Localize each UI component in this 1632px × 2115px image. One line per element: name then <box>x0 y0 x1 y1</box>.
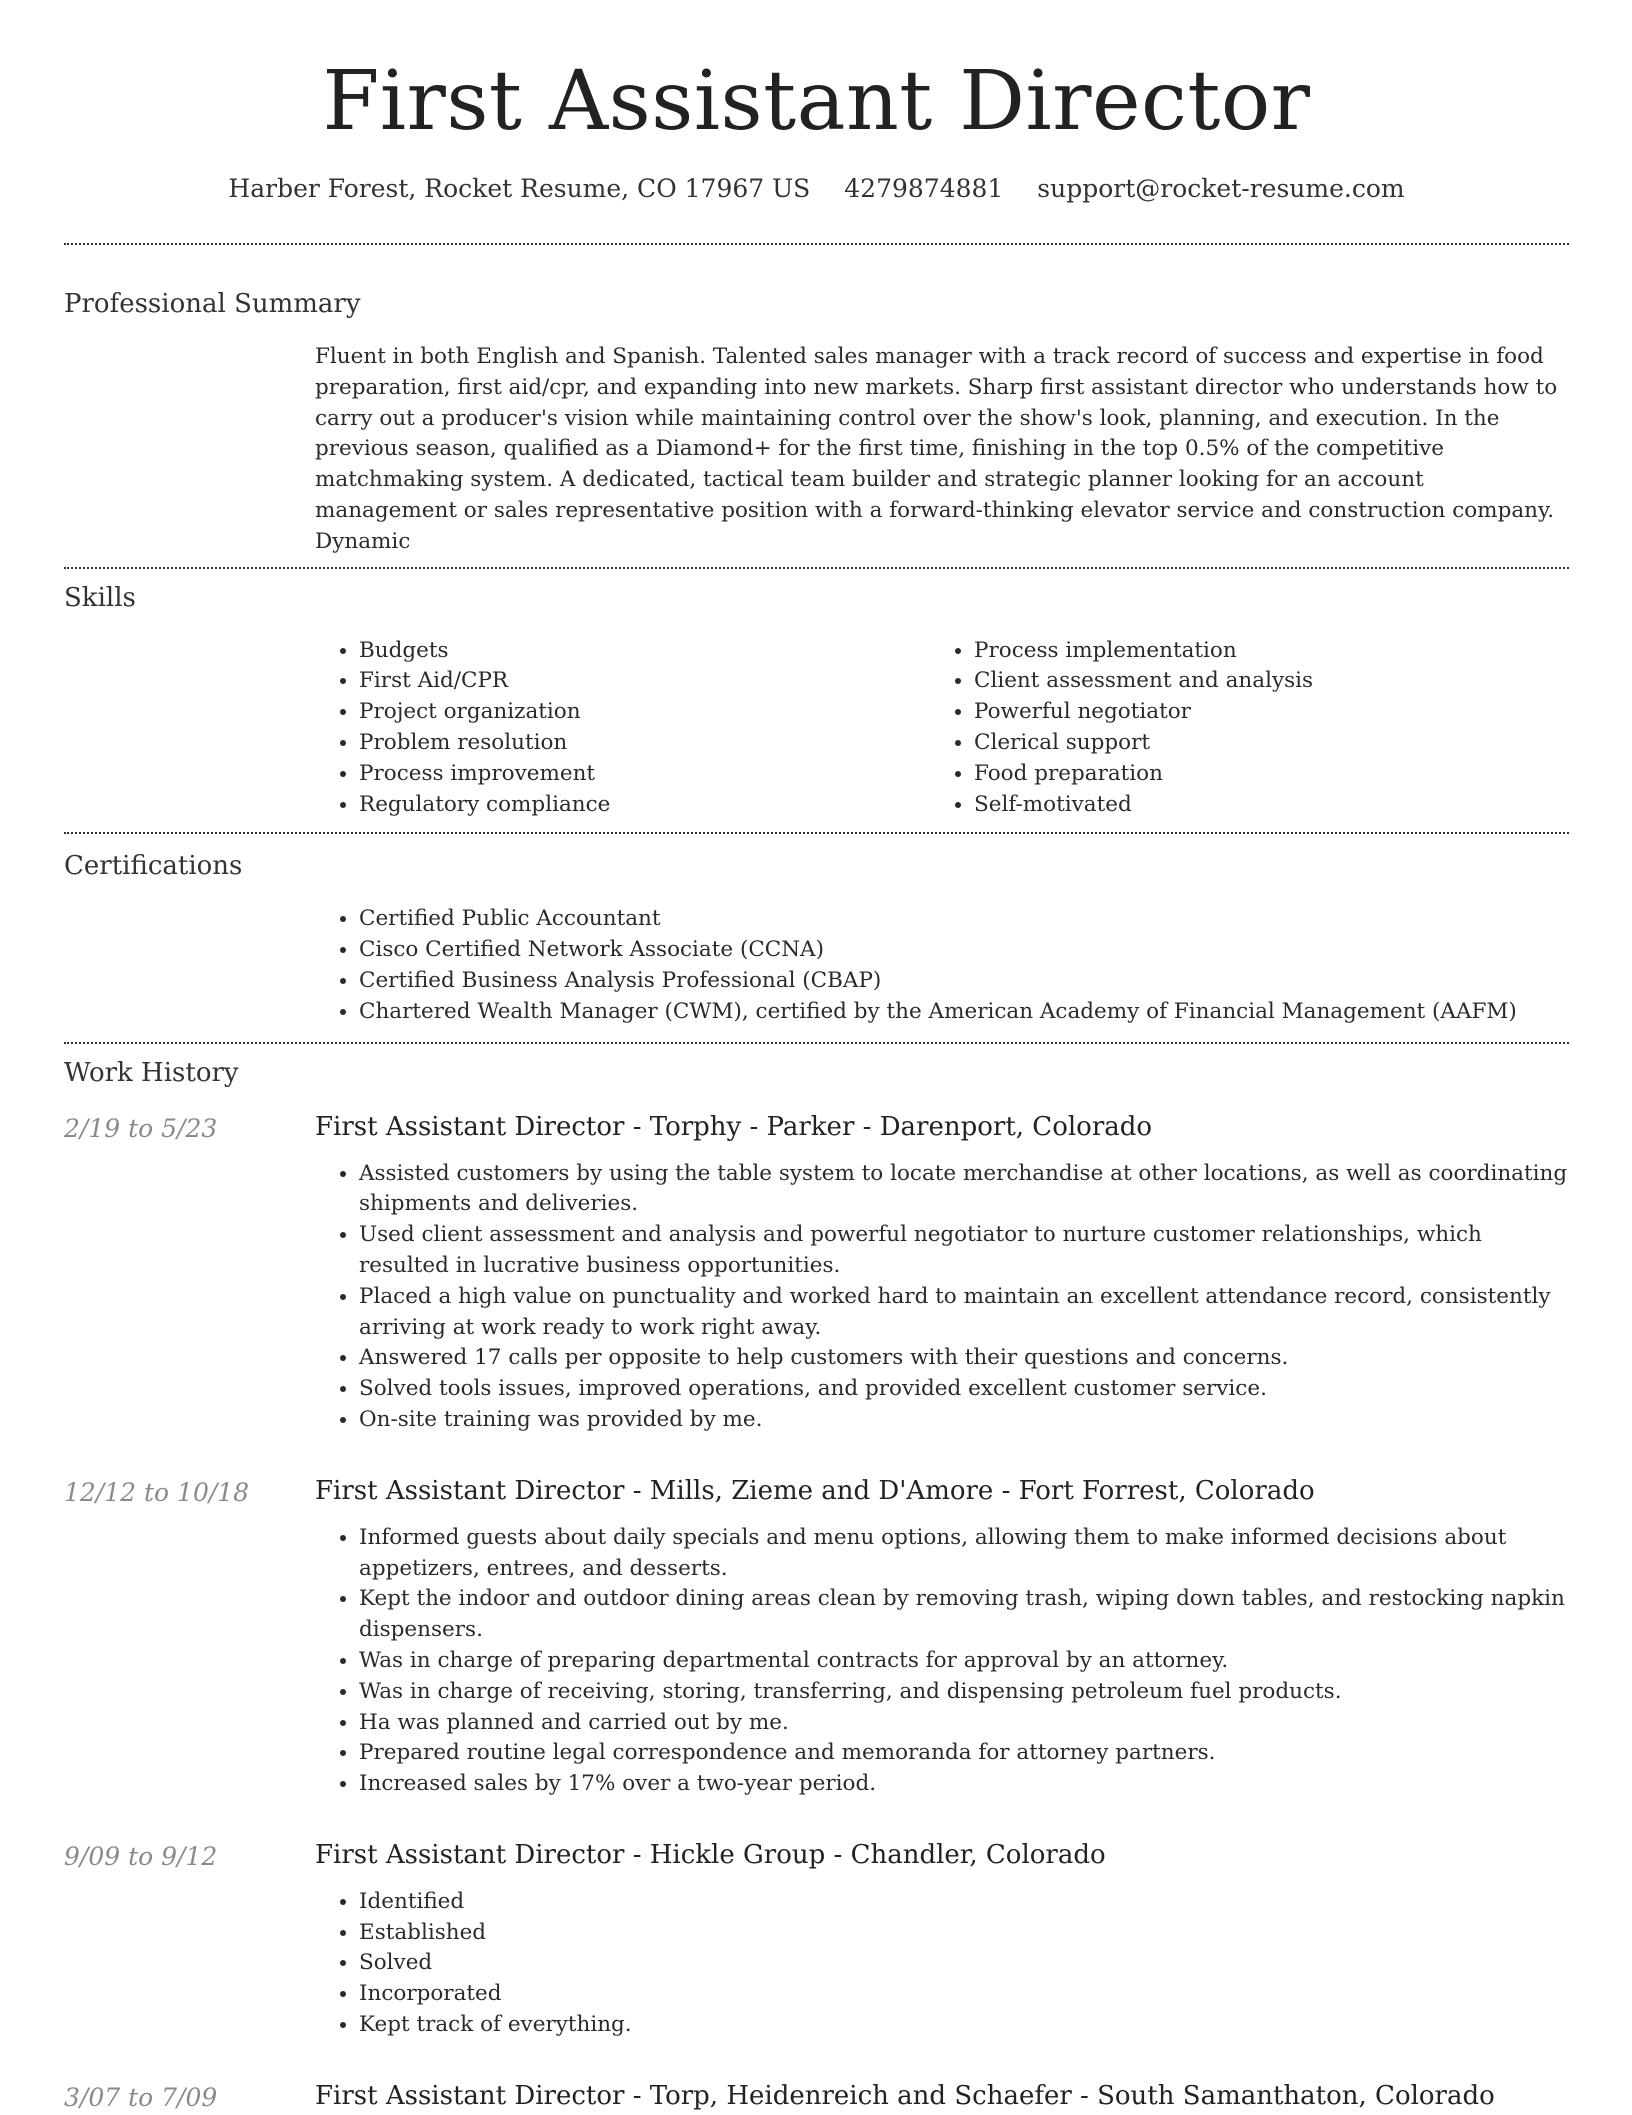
job-duty-item: • Incorporated <box>359 1979 1569 2010</box>
job-duties <box>315 1159 1569 1436</box>
skills-list <box>315 636 1569 833</box>
divider <box>64 567 1569 569</box>
resume-name: First Assistant Director <box>322 54 1311 149</box>
contact-phone: 4279874881 <box>844 174 1004 203</box>
contact-address: Harber Forest, Rocket Resume, CO 17967 US <box>228 174 811 203</box>
job-title: First Assistant Director - Torphy - Parker - Darenport, Colorado <box>315 1111 1153 1142</box>
divider <box>64 1042 1569 1044</box>
resume-page <box>64 0 1569 2113</box>
divider <box>64 243 1569 245</box>
certification-item: • Chartered Wealth Manager (CWM), certified by the American Academy of Financial Management (AAFM) <box>359 997 1569 1028</box>
skill-item: • Regulatory compliance <box>359 790 930 821</box>
job-duty-item: • Kept the indoor and outdoor dining areas clean by removing trash, wiping down tables, and restocking napkin dispensers. <box>359 1584 1569 1646</box>
job-duty-item: • Prepared routine legal correspondence and memoranda for attorney partners. <box>359 1738 1569 1769</box>
skill-item: • Self-motivated <box>974 790 1545 821</box>
skills-column-right <box>930 636 1545 821</box>
skill-item: • Clerical support <box>974 728 1545 759</box>
job-duties <box>315 1523 1569 1800</box>
contact-line <box>64 172 1569 206</box>
certification-item: • Cisco Certified Network Associate (CCNA) <box>359 935 1569 966</box>
skill-item: • Food preparation <box>974 759 1545 790</box>
job-entry <box>64 1474 1569 1800</box>
certifications-heading: Certifications <box>64 851 243 882</box>
job-dates: 9/09 to 9/12 <box>64 1841 218 1871</box>
job-entry <box>64 1838 1569 2041</box>
job-title: First Assistant Director - Hickle Group - Chandler, Colorado <box>315 1839 1106 1870</box>
skill-item: • Budgets <box>359 636 930 667</box>
skill-item: • Problem resolution <box>359 728 930 759</box>
skill-item: • Project organization <box>359 697 930 728</box>
job-entry <box>64 2079 1569 2113</box>
job-title: First Assistant Director - Mills, Zieme and D'Amore - Fort Forrest, Colorado <box>315 1475 1315 1506</box>
job-duty-item: • Informed guests about daily specials and menu options, allowing them to make informed decisions about appetizers, entrees, and desserts. <box>359 1523 1569 1585</box>
job-title: First Assistant Director - Torp, Heidenreich and Schaefer - South Samanthaton, Colorado <box>315 2080 1495 2111</box>
work-history-heading: Work History <box>64 1057 239 1088</box>
job-duty-item: • Identified <box>359 1887 1569 1918</box>
job-dates: 12/12 to 10/18 <box>64 1477 250 1507</box>
certifications-list <box>315 904 1569 1041</box>
job-duty-item: • Placed a high value on punctuality and worked hard to maintain an excellent attendance record, consistently arriving at work ready to work right away. <box>359 1282 1569 1344</box>
job-duty-item: • Was in charge of preparing departmental contracts for approval by an attorney. <box>359 1646 1569 1677</box>
certification-item: • Certified Public Accountant <box>359 904 1569 935</box>
skill-item: • Client assessment and analysis <box>974 666 1545 697</box>
summary-paragraph: Fluent in both English and Spanish. Talented sales manager with a track record of success and expertise in food preparation, first aid/cpr, and expanding into new markets. Sharp first assistant director who understands how to carry out a producer's vision while maintaining control over the show's look, planning, and execution. In the previous season, qualified as a Diamond+ for the first time, finishing in the top 0.5% of the competitive matchmaking system. A dedicated, tactical team builder and strategic planner looking for an account management or sales representative position with a forward-thinking elevator service and construction company. Dynamic <box>315 344 1558 554</box>
summary-heading: Professional Summary <box>64 289 361 319</box>
job-duty-item: • Assisted customers by using the table system to locate merchandise at other locations, as well as coordinating shipments and deliveries. <box>359 1159 1569 1221</box>
job-duty-item: • Kept track of everything. <box>359 2010 1569 2041</box>
job-duty-item: • Solved <box>359 1948 1569 1979</box>
skill-item: • Process improvement <box>359 759 930 790</box>
job-duty-item: • Established <box>359 1918 1569 1949</box>
job-duty-item: • Used client assessment and analysis and powerful negotiator to nurture customer relationships, which resulted in lucrative business opportunities. <box>359 1220 1569 1282</box>
summary-text <box>315 342 1569 567</box>
skill-item: • Process implementation <box>974 636 1545 667</box>
skill-item: • Powerful negotiator <box>974 697 1545 728</box>
certification-item: • Certified Business Analysis Professional (CBAP) <box>359 966 1569 997</box>
job-duty-item: • Ha was planned and carried out by me. <box>359 1708 1569 1739</box>
job-duties <box>315 1887 1569 2041</box>
skills-heading: Skills <box>64 582 136 613</box>
job-duty-item: • Was in charge of receiving, storing, transferring, and dispensing petroleum fuel products. <box>359 1677 1569 1708</box>
skills-column-left <box>315 636 930 821</box>
job-dates: 3/07 to 7/09 <box>64 2082 218 2112</box>
job-duty-item: • Answered 17 calls per opposite to help customers with their questions and concerns. <box>359 1343 1569 1374</box>
job-duty-item: • On-site training was provided by me. <box>359 1405 1569 1436</box>
contact-email: support@rocket-resume.com <box>1037 174 1405 203</box>
job-duty-item: • Solved tools issues, improved operations, and provided excellent customer service. <box>359 1374 1569 1405</box>
job-entry <box>64 1110 1569 1436</box>
divider <box>64 832 1569 834</box>
skill-item: • First Aid/CPR <box>359 666 930 697</box>
job-duty-item: • Increased sales by 17% over a two-year period. <box>359 1769 1569 1800</box>
job-dates: 2/19 to 5/23 <box>64 1113 218 1143</box>
